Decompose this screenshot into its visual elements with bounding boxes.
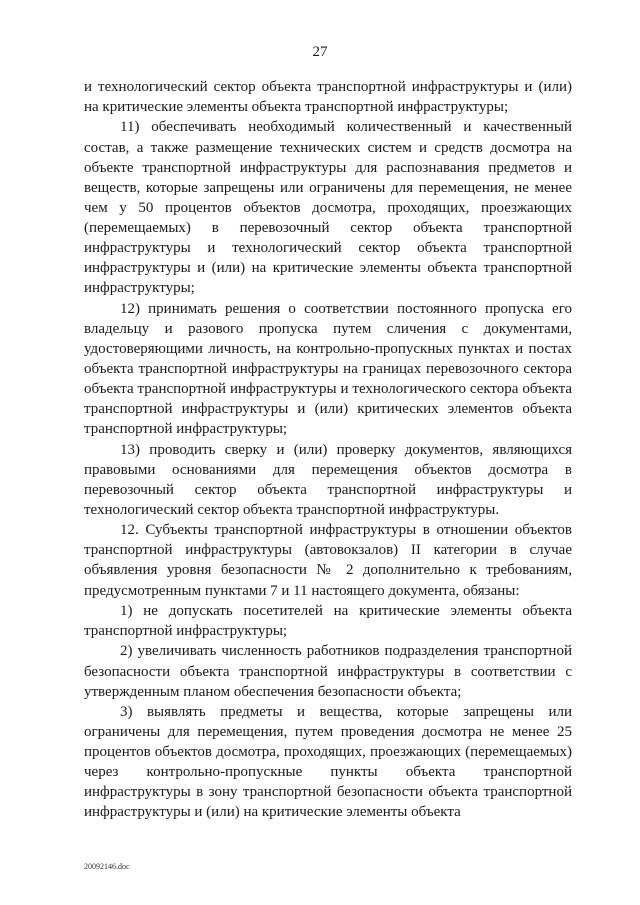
paragraph-subitem-2: 2) увеличивать численность работников подразделения транспортной безопасности объекта транспортной инфраструктуры в соответствии с утвержденным планом обеспечения безопасности объекта; bbox=[84, 643, 572, 700]
paragraph-section-12: 12. Субъекты транспортной инфраструктуры в отношении объектов транспортной инфраструктуры (автовокзалов) II категории в случае объявления уровня безопасности № 2 дополнительно к требованиям, предусмотренным пунктами 7 и 11 настоящего документа, обязаны: bbox=[84, 522, 572, 599]
paragraph-item-11: 11) обеспечивать необходимый количественный и качественный состав, а также размещение технических систем и средств досмотра на объекте транспортной инфраструктуры для распознавания предметов и веществ, которые запрещены или ограничены для перемещения, не менее чем у 50 процентов объектов досмотра, проходящих, проезжающих (перемещаемых) в перевозочный сектор объекта транспортной инфраструктуры и технологический сектор объекта транспортной инфраструктуры и (или) на критические элементы объекта транспортной инфраструктуры; bbox=[84, 119, 572, 297]
paragraph-subitem-1: 1) не допускать посетителей на критические элементы объекта транспортной инфраструктуры; bbox=[84, 602, 572, 640]
paragraph-continuation: и технологический сектор объекта транспортной инфраструктуры и (или) на критические элементы объекта транспортной инфраструктуры; bbox=[84, 79, 572, 116]
paragraph-item-12: 12) принимать решения о соответствии постоянного пропуска его владельцу и разового пропуска путем сличения с документами, удостоверяющими личность, на контрольно-пропускных пунктах и постах объекта транспортной инфраструктуры на границах перевозочного сектора объекта транспортной инфраструктуры и технологического сектора объекта транспортной инфраструктуры и (или) критических элементов объекта транспортной инфраструктуры; bbox=[84, 300, 572, 438]
paragraph-subitem-3: 3) выявлять предметы и вещества, которые запрещены или ограничены для перемещения, путем проведения досмотра не менее 25 процентов объектов досмотра, проходящих, проезжающих (перемещаемых) через контрольно-пропускные пункты объекта транспортной инфраструктуры в зону транспортной безопасности объекта транспортной инфраструктуры и (или) на критические элементы объекта bbox=[84, 703, 572, 821]
document-body bbox=[84, 77, 572, 823]
paragraph-item-13: 13) проводить сверку и (или) проверку документов, являющихся правовыми основаниями для перемещения объектов досмотра в перевозочный сектор объекта транспортной инфраструктуры и технологический сектор объекта транспортной инфраструктуры. bbox=[84, 441, 572, 518]
footer-filename: 20092146.doc bbox=[84, 862, 130, 871]
page-number: 27 bbox=[312, 44, 328, 60]
